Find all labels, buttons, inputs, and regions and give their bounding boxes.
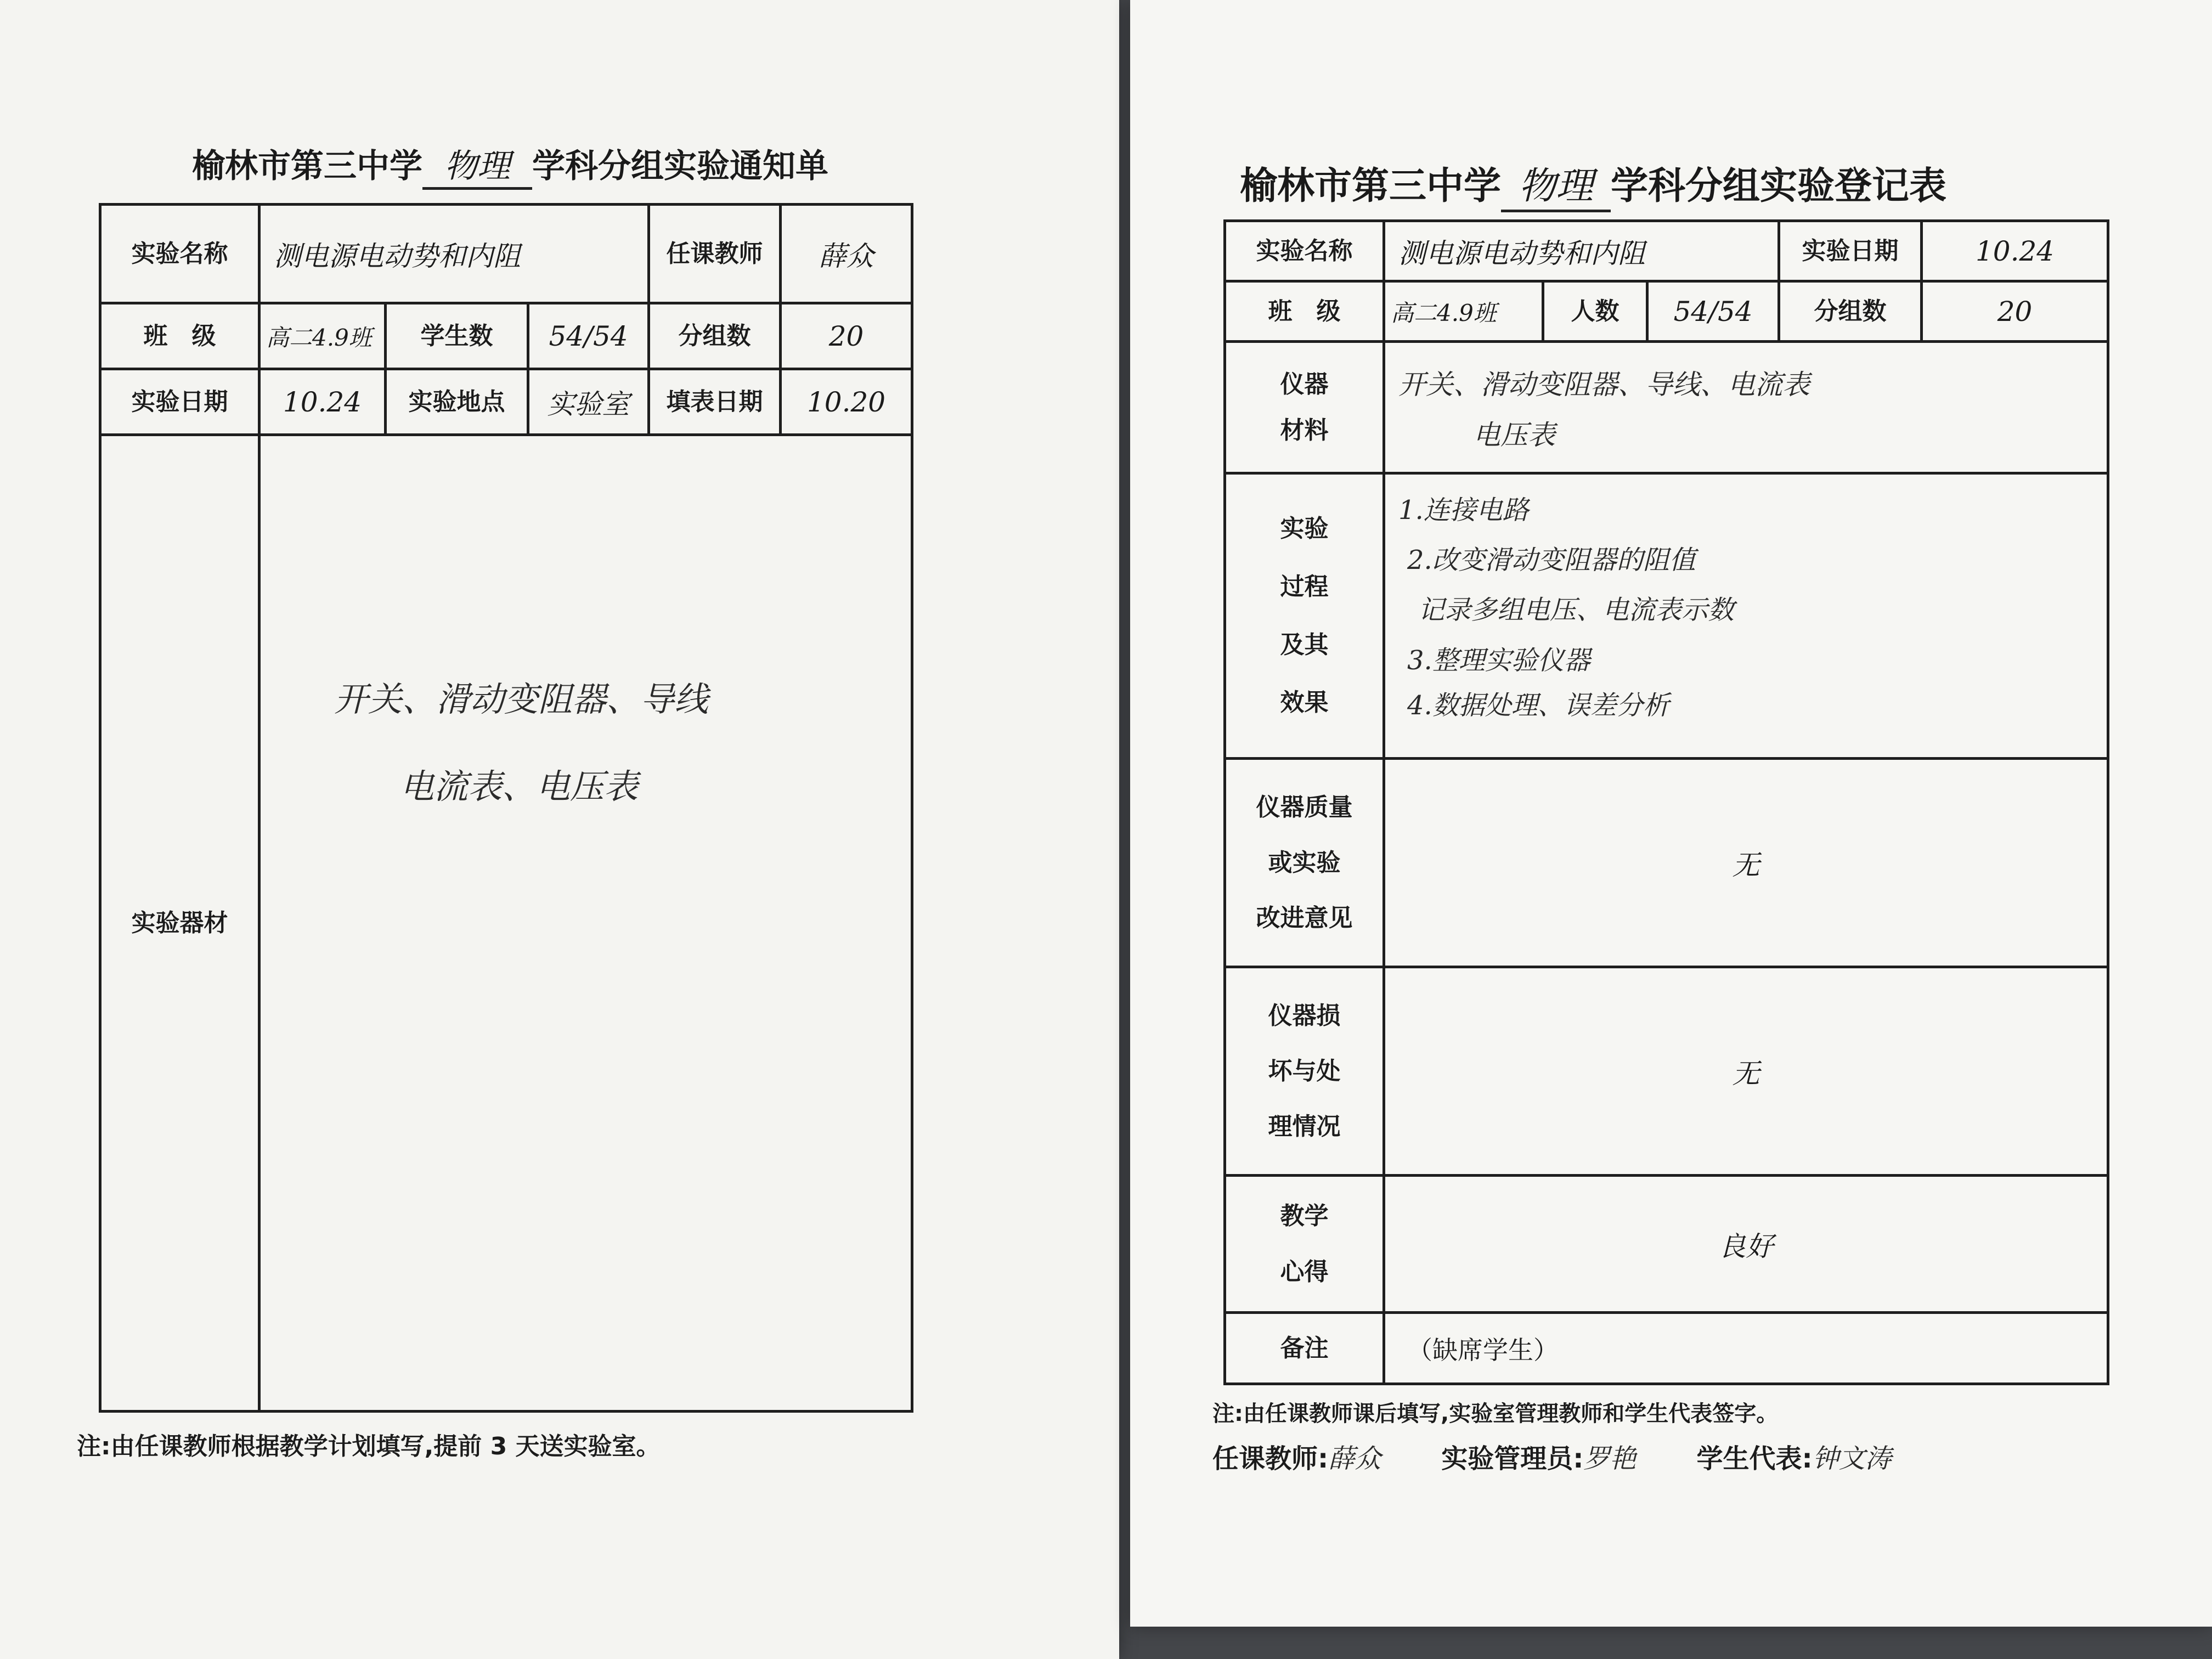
register-title-prefix: 榆林市第三中学: [1240, 165, 1502, 208]
register-title: [1240, 156, 1946, 212]
sig-student-label: 学生代表:: [1696, 1443, 1813, 1474]
reg-label-process-4: 效果: [1280, 689, 1329, 717]
reg-process-line-5: 4.数据处理、误差分析: [1407, 690, 1669, 721]
value-place: 实验室: [528, 369, 649, 435]
sig-student: 钟文涛: [1812, 1443, 1892, 1474]
reg-value-damage: 无: [1384, 967, 2108, 1176]
notice-row-date: [100, 369, 912, 435]
reg-label-instruments: [1225, 342, 1384, 473]
reg-process-line-4: 3.整理实验仪器: [1407, 645, 1590, 676]
sig-teacher-label: 任课教师:: [1212, 1443, 1329, 1474]
reg-value-quality: 无: [1384, 759, 2108, 967]
notice-title-suffix: 学科分组实验通知单: [532, 147, 828, 185]
equipment-cell: [259, 435, 912, 1412]
reg-label-people: 人数: [1543, 281, 1647, 342]
reg-label-teaching-1: 教学: [1280, 1202, 1329, 1231]
reg-instruments-line-2: 电压表: [1473, 419, 1555, 451]
register-table: [1223, 219, 2109, 1385]
register-row-name: [1225, 221, 2108, 281]
reg-instruments-cell: [1384, 342, 2108, 473]
reg-label-instruments-2: 材料: [1280, 416, 1329, 444]
reg-label-remarks: 备注: [1225, 1313, 1384, 1384]
value-teacher: 薛众: [781, 205, 912, 303]
notice-subject: 物理: [422, 140, 532, 190]
notice-title: [192, 140, 828, 190]
sig-teacher: 薛众: [1328, 1443, 1381, 1474]
label-equipment: 实验器材: [100, 435, 259, 1412]
notice-row-equipment: [100, 435, 912, 1412]
register-row-process: [1225, 473, 2108, 759]
label-fill-date: 填表日期: [649, 369, 781, 435]
reg-label-groups: 分组数: [1779, 281, 1922, 342]
equipment-line-1: 开关、滑动变阻器、导线: [334, 679, 709, 719]
label-date: 实验日期: [100, 369, 259, 435]
reg-label-class: 班 级: [1225, 281, 1384, 342]
reg-label-process-1: 实验: [1280, 515, 1329, 543]
notice-footnote: 注:由任课教师根据教学计划填写,提前 3 天送实验室。: [77, 1432, 661, 1460]
reg-label-instruments-1: 仪器: [1280, 370, 1329, 398]
reg-process-cell: [1384, 473, 2108, 759]
reg-value-date: 10.24: [1922, 221, 2108, 281]
value-class: 高二4.9班: [259, 303, 386, 369]
sig-admin-label: 实验管理员:: [1441, 1443, 1584, 1474]
reg-label-teaching: [1225, 1176, 1384, 1313]
reg-label-quality: [1225, 759, 1384, 967]
reg-value-teaching: 良好: [1384, 1176, 2108, 1313]
reg-label-name: 实验名称: [1225, 221, 1384, 281]
notice-title-prefix: 榆林市第三中学: [192, 147, 422, 185]
reg-label-quality-1: 仪器质量: [1256, 793, 1353, 821]
register-footnote: 注:由任课教师课后填写,实验室管理教师和学生代表签字。: [1212, 1401, 1779, 1426]
reg-value-name: 测电源电动势和内阻: [1384, 221, 1779, 281]
register-row-class: [1225, 281, 2108, 342]
register-title-suffix: 学科分组实验登记表: [1611, 165, 1947, 208]
reg-value-groups: 20: [1922, 281, 2108, 342]
reg-process-line-3: 记录多组电压、电流表示数: [1418, 595, 1735, 626]
label-class: 班 级: [100, 303, 259, 369]
value-groups: 20: [781, 303, 912, 369]
register-row-instruments: [1225, 342, 2108, 473]
reg-value-people: 54/54: [1647, 281, 1779, 342]
register-signatures: [1212, 1437, 1892, 1475]
register-subject: 物理: [1501, 156, 1611, 212]
notice-row-name: [100, 205, 912, 303]
reg-label-process-2: 过程: [1280, 572, 1329, 601]
label-exp-name: 实验名称: [100, 205, 259, 303]
reg-label-quality-3: 改进意见: [1256, 904, 1353, 933]
register-row-quality: [1225, 759, 2108, 967]
reg-label-date: 实验日期: [1779, 221, 1922, 281]
label-groups: 分组数: [649, 303, 781, 369]
label-teacher: 任课教师: [649, 205, 781, 303]
reg-label-damage: [1225, 967, 1384, 1176]
value-students: 54/54: [528, 303, 649, 369]
value-exp-name: 测电源电动势和内阻: [259, 205, 649, 303]
reg-label-quality-2: 或实验: [1268, 848, 1341, 877]
register-row-remarks: [1225, 1313, 2108, 1384]
sig-admin: 罗艳: [1583, 1443, 1637, 1474]
reg-label-teaching-2: 心得: [1280, 1257, 1329, 1286]
reg-process-line-2: 2.改变滑动变阻器的阻值: [1407, 545, 1696, 576]
equipment-line-2: 电流表、电压表: [400, 766, 639, 806]
value-fill-date: 10.20: [781, 369, 912, 435]
value-date: 10.24: [259, 369, 386, 435]
reg-label-damage-3: 理情况: [1268, 1113, 1341, 1141]
notice-table: [99, 203, 913, 1413]
reg-label-process-3: 及其: [1280, 630, 1329, 659]
label-place: 实验地点: [386, 369, 528, 435]
register-row-teaching: [1225, 1176, 2108, 1313]
reg-label-damage-1: 仪器损: [1268, 1001, 1341, 1030]
reg-label-process: [1225, 473, 1384, 759]
notice-row-class: [100, 303, 912, 369]
register-sheet: [1130, 0, 2212, 1627]
reg-instruments-line-1: 开关、滑动变阻器、导线、电流表: [1398, 368, 1810, 400]
register-row-damage: [1225, 967, 2108, 1176]
reg-label-damage-2: 坏与处: [1268, 1057, 1341, 1085]
reg-value-remarks: （缺席学生）: [1384, 1313, 2108, 1384]
reg-value-class: 高二4.9班: [1384, 281, 1543, 342]
label-students: 学生数: [386, 303, 528, 369]
reg-process-line-1: 1.连接电路: [1398, 495, 1529, 526]
